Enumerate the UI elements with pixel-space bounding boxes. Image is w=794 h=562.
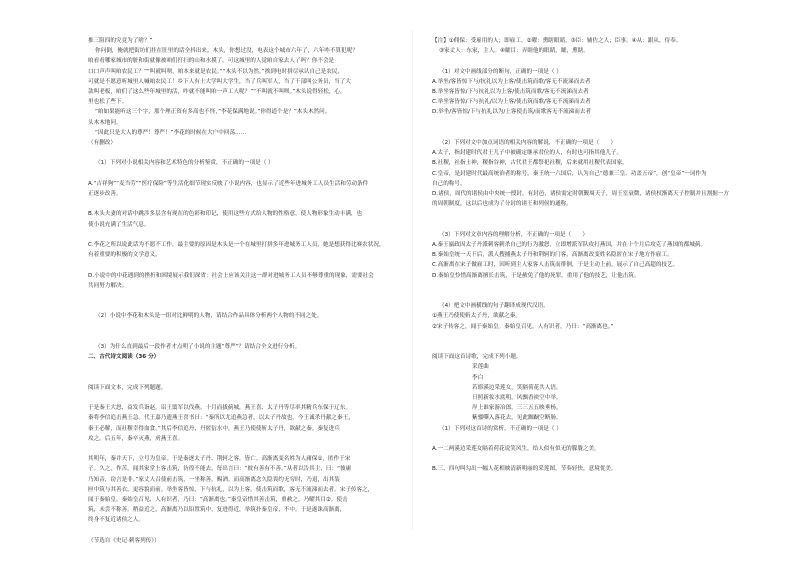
poem-line: 紫骝嘶入落花去，见此踟蹰空断肠。 <box>472 415 562 422</box>
blank-line <box>432 454 734 464</box>
text-line: 共同努力解决。 <box>88 282 128 289</box>
text-line: 有着重要的积极的文学意义。 <box>88 252 161 259</box>
text-line: D.小说中的中花遇到的挫折和困境展示我们深省：社会上应该关注这一群对进城务工人员不够尊重的现象，需要社会 <box>88 272 374 279</box>
text-line: 闻于秦始皇。秦始皇召见，人有识者，乃曰：“高渐离也。”秦皇帝惜其善击筑，重赦之，乃曜其目②。使击 <box>88 496 348 503</box>
text-line: B.社稷，社指土神，稷指谷神，古代君王都祭祀社稷，后来就用社稷代表国家。 <box>432 160 628 167</box>
text-line: B.三、四句叫勾出一幅人花相映清新明丽的采莲图，节奏轻快，意境优美。 <box>432 466 617 473</box>
text-line: 阅读下面这首诗歌，完成下列小题。 <box>432 354 522 361</box>
text-line: C.皇帝，是封建时代最高统治者的称号。秦王统一六国后，认为自己“德兼三皇、功盖五帝”，创“皇帝”一词作为 <box>432 170 707 177</box>
text-line: “咱如果能听这三个字，那个理正资有多高也不怪，”李花保满地说。”你得道个是？”木头木然问。 <box>95 109 331 116</box>
text-line: 咱看看哪家城市的脏和街就像被咱们打扫的山和水摸了。可这城里的人觉咱自家去人了吗？你不会是 <box>88 58 335 65</box>
text-line: 【注】①佣保：受雇用的人；即雇工。②曜：熏瞎眼睛。③臣：辅佐之人；臣事。④从：跟从，侍奉。 <box>432 38 682 44</box>
text-line: C.举坐客皆惊/下与抗礼/以为上客/使击筑而歌/客无不流涕而去者 <box>432 99 591 106</box>
text-line: （4）把文中画横线的句子翻译成现代汉语。 <box>439 303 549 310</box>
text-line: B.举坐客皆惊/下与抗礼以为上客/使击筑而歌/客无不流涕而去者 <box>432 89 589 95</box>
blank-line <box>88 148 390 158</box>
blank-line <box>432 56 734 66</box>
text-line: 筑，未尝不称善。稍益近之，高渐离乃以铅置筑中，复进得近，举筑扑秦皇帝，不中。于是遂诛高渐离， <box>88 507 346 514</box>
blank-line <box>88 362 390 372</box>
blank-line <box>432 434 734 444</box>
text-line: C.高渐离在宋子做雇工时，因听到主人家客人击筑而徘徊，于是主动上前，展示了自己高超的技艺。 <box>432 262 679 269</box>
blank-line <box>432 332 734 342</box>
poem-line: 岸上谁家游冶郎，三三五五映垂杨。 <box>472 405 562 412</box>
blank-line <box>432 291 734 301</box>
text-line: ③家丈人：东家，主人。④矐目：弄瞎他的眼睛，矐，熏瞎。 <box>439 48 589 55</box>
blank-line <box>88 526 390 536</box>
text-line: 的周朝制度，这以后也成为了分封的诸王和列侯的通称。 <box>432 201 572 208</box>
blank-line <box>88 332 390 342</box>
text-line: A.秦王嬴政因太子丹派刺客刺杀自己的行为激怒，立即增派军队攻打燕国，并在十个月后攻克了燕国的都城蓟。 <box>432 241 707 248</box>
text-line: B.木头夫妻的对话中跳涉多层含有现在的色彩和印记，使用这些方式给人物的性格意，使人物形象生动丰满，也 <box>88 211 363 218</box>
blank-line <box>88 169 390 179</box>
text-line: 秦将李信追击燕王急。代王嘉乃遗燕王喜书曰：“秦所以尤追燕急者，以太子丹故也。今王诚杀丹献之秦王， <box>88 415 354 422</box>
text-line: （1）下列对这首诗的赏析，不正确的一项是（ ） <box>439 425 562 432</box>
text-line: 子。久之，作苦，闻其家堂上客击筑，彷徨不能去。每出言曰：“彼有善有不善。”从者以告其主，曰：“彼庸 <box>88 466 352 473</box>
text-line: A.太子，指封建时代君王儿子中被确定继承君位的人，有时也可指其他儿子。 <box>432 150 623 157</box>
text-line: 你问倒，俺就把街坊们挂在肚里的话全抖出来。木头，你想过没，电表这个城市六年了，六年咋不算犯呢？ <box>95 48 358 55</box>
blank-line <box>432 128 734 138</box>
poem-line: 李白 <box>472 374 484 381</box>
blank-line <box>88 291 390 301</box>
text-line: ②宋子传客之，闻于秦始皇。秦始皇召见，人有识者，乃曰：“高渐离也。” <box>432 323 614 330</box>
text-line: （2）小说中李花和木头是一组对比鲜明的人物，请结合作品具体分析两个人物的不同之处。 <box>95 313 323 320</box>
blank-line <box>88 322 390 332</box>
column-divider <box>412 30 413 530</box>
text-line: 攻之。后五年，秦卒灭燕，虏燕王喜。 <box>88 435 184 442</box>
poem-line: 采莲曲 <box>472 364 489 371</box>
blank-line <box>88 230 390 240</box>
text-line: 头木木地问。 <box>88 119 122 126</box>
text-line: （3）下列对文章内容的理解分析，不正确的一项是（ ） <box>439 231 588 238</box>
text-line: A.一二两溪边采莲女隔着荷花说笑风生，给人似有似无的朦胧之美。 <box>432 445 600 452</box>
left-column <box>88 36 390 546</box>
text-line: 秦王必解，而社稷幸得血食。”其后李信追丹，丹匿衍水中，燕王乃使使斩太子丹，欲献之秦。秦复进兵 <box>88 425 340 432</box>
blank-line <box>88 301 390 311</box>
right-column <box>432 36 734 475</box>
text-line: 于是秦王大怒，益发兵诣赵，诏王翦军以伐燕。十月而拔蓟城，燕王喜、太子丹等尽率其精兵东保于辽东。 <box>88 405 351 412</box>
blank-line <box>432 220 734 230</box>
text-line: D.诸侯，周代的诸侯由中央统一授封，有封邑，诸侯需定时朝觐周天子，周王室衰微，诸侯权渐离天子控制并且割据一方 <box>432 191 729 197</box>
text-line: （有删改） <box>88 140 116 147</box>
text-line: C.李花之所以说此话为不愿不工作，最主要的原因是木头是一个在城里打拼多年进城务工人员，她是想获得比赛农状况， <box>88 242 385 248</box>
blank-line <box>88 393 390 403</box>
blank-line <box>432 118 734 128</box>
text-line: （3）为什么直到最后一段作者才点明了小说的主题“尊严”？请结合全文进行分析。 <box>95 343 301 350</box>
text-line: 使小说充满了生活气息。 <box>88 221 150 228</box>
text-line: D.秦始皇怜惜高渐离擅长击筑，于是赦免了他的死罪，重用了他的技艺，让他击筑。 <box>432 272 640 279</box>
text-line: 推三阻四的究竟为了啥？” <box>88 38 153 44</box>
text-line: （2）下列对文中加点词语的相关内容的解说，不正确的一项是（ ） <box>439 139 616 146</box>
text-line: 里也松了些下。 <box>88 99 128 106</box>
text-line: A.举坐/客皆惊下与/抗礼以为上客/使击筑而歌/客无不流涕而去者 <box>432 78 591 85</box>
text-line: 可就是不愿意听城里人喊咱农民工！乡下人有土大学叫大学生，当了兵叫军人，当了干部叫公务员，当了大 <box>88 78 351 85</box>
text-line: 其明年，秦并天下，立号为皇帝。于是秦逐太子丹、荆轲之客，皆亡。高渐离变名姓为人庸保①，匿作于宋 <box>88 456 351 463</box>
blank-line <box>88 199 390 209</box>
text-line: （1）下列对小说相关内容和艺术特色的分析鉴赏，不正确的一项是（ ） <box>95 160 274 167</box>
poem-line: 若耶溪边采莲女，笑隔荷花共人语。 <box>472 384 562 391</box>
text-line: “因此只是大人的尊严！尊严！”李花的时候在大户中回荡…… <box>95 129 247 136</box>
text-line: B.秦始皇统一天下后，派人搜捕燕太子丹和荆轲的门客，高渐离改变姓名隐匿在宋子地方作雇工。 <box>432 252 673 259</box>
section-heading: 二、古代诗文阅读（36 分） <box>88 354 160 361</box>
text-line: D.举坐/客皆惊/下与抗礼以为/上客使击筑/而歌客无不流涕而去者 <box>432 109 592 116</box>
text-line: （节选自《史记·刺客列传》） <box>88 537 160 544</box>
poem-line: 日照新妆水底明，风飘香袂空中举。 <box>472 394 562 401</box>
blank-line <box>88 373 390 383</box>
text-line: 款叫老板，咱们了这么些年城里的活，咋就不能叫咱一声工人呢？”“不叫就不叫呗。”木头说得轻松，心， <box>88 89 346 96</box>
text-line: （1）对文中画线部分的断句，正确的一项是（ ） <box>439 68 562 75</box>
text-line: 阅读下面文本，完成下列题题。 <box>88 384 167 391</box>
text-line: A.“吉祥狗”“麦当劳”“医疗保险”等生活化细节现实反映了小说内容，也显示了近些年进城务工人员生活和劳动条件 <box>88 180 369 187</box>
blank-line <box>432 281 734 291</box>
text-line: 终身不复近诸侯之人。 <box>88 517 144 524</box>
text-line: 正逐步改善。 <box>88 191 122 198</box>
text-line: 乃知音，窃言是非。”家丈人召使前击筑，一坐称善，赐酒。而高渐离念久隐畏约无穷时，乃退，出其装 <box>88 476 340 483</box>
text-line: 自己的称号。 <box>432 180 466 187</box>
blank-line <box>88 260 390 270</box>
text-line: ①燕王乃使使斩太子丹，欲献之秦。 <box>432 313 521 320</box>
text-line: 匣中筑与其善衣，更容貌而前。举坐客皆惊，下与抗礼，以为上客。使击筑而歌，客无不流涕而去者。宋子传客之， <box>88 486 374 493</box>
blank-line <box>88 444 390 454</box>
blank-line <box>432 342 734 352</box>
blank-line <box>432 209 734 219</box>
text-line: 口口声声叫咱农民工？”“叫就叫呗，咱本来就是农民。”“木头不以为然。”挨到电时拼尽承认自己是农民， <box>88 68 344 75</box>
